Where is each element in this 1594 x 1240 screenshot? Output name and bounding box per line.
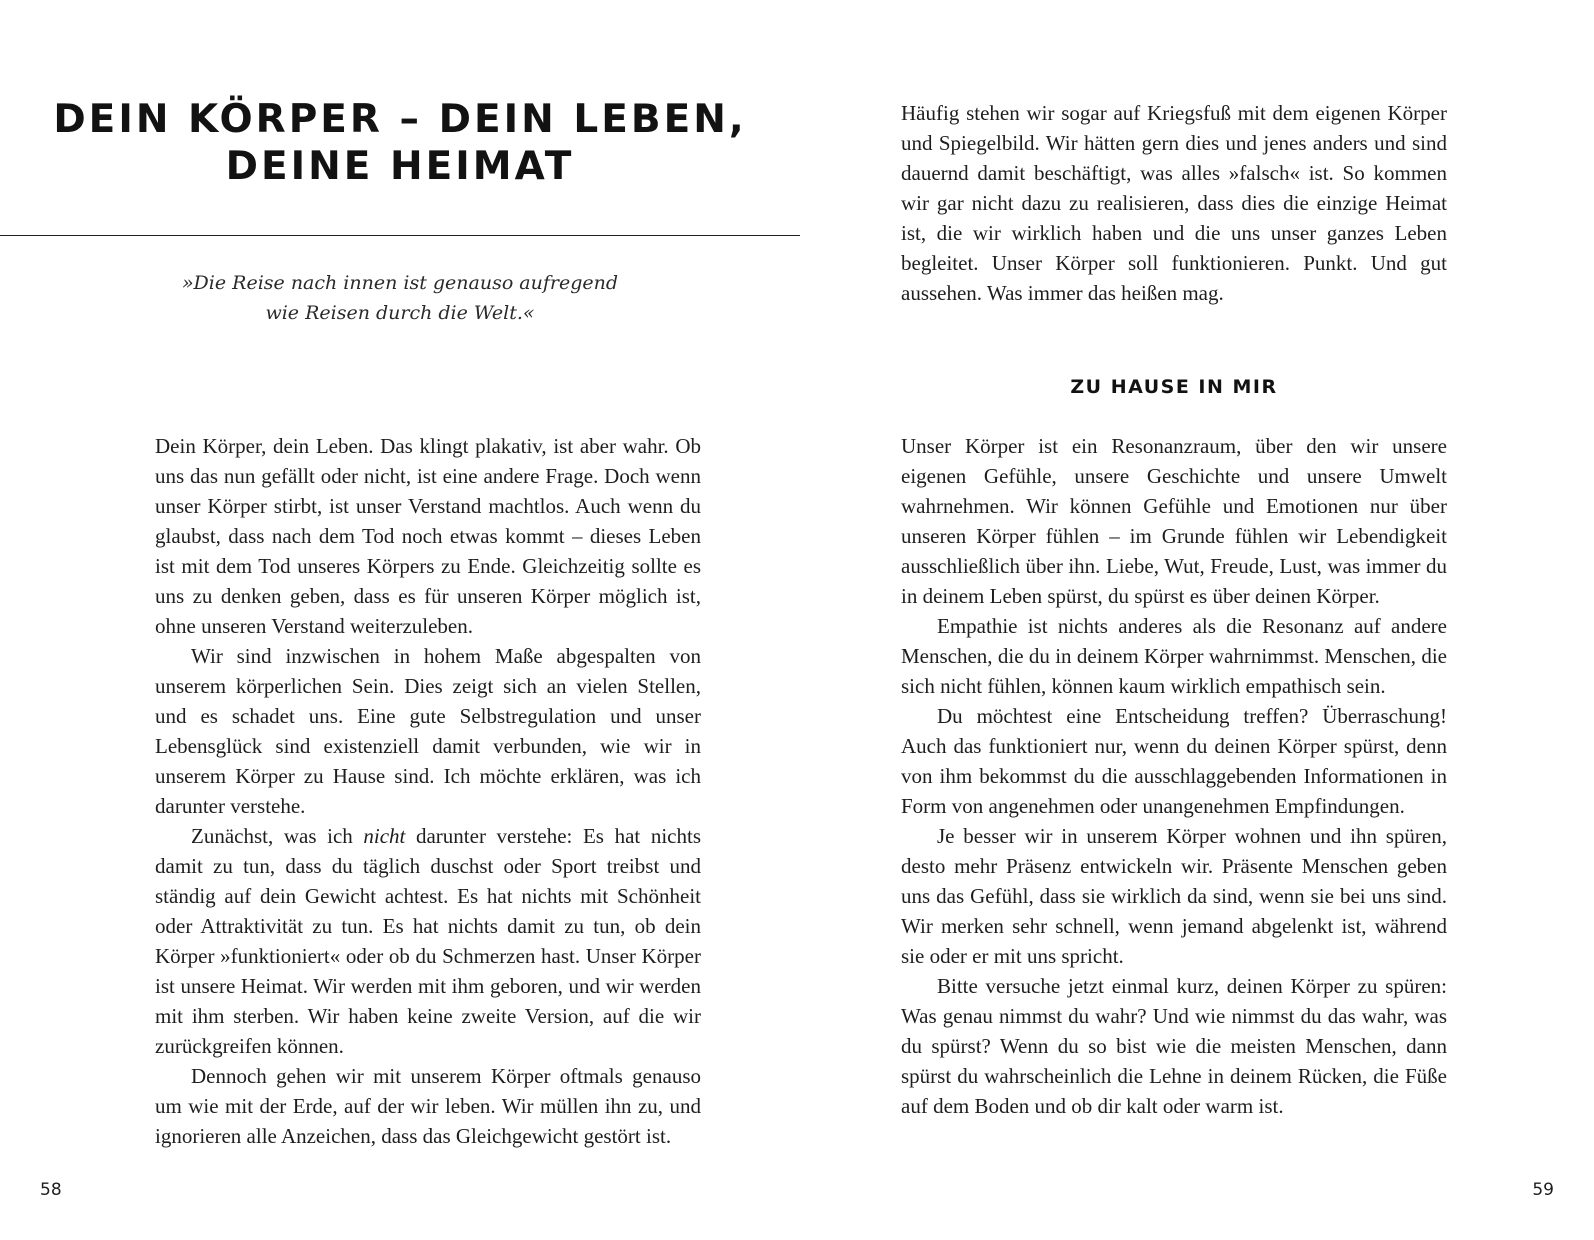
page-number-right: 59 xyxy=(1532,1180,1554,1200)
section-heading: ZU HAUSE IN MIR xyxy=(1070,376,1278,398)
para-text: Zunächst, was ich xyxy=(191,824,364,848)
right-top-text xyxy=(901,98,1447,308)
title-divider xyxy=(0,235,800,236)
body-paragraph: Du möchtest eine Entscheidung treffen? Überraschung! Auch das funktioniert nur, wenn du deinen Körper spürst, denn von ihm bekommst du die ausschlaggebenden Informationen in Form von angenehmen oder unangenehmen Empfindungen. xyxy=(901,704,1447,818)
epigraph-line-2: wie Reisen durch die Welt.« xyxy=(265,302,535,324)
body-paragraph: Dennoch gehen wir mit unserem Körper oftmals genauso um wie mit der Erde, auf der wir leben. Wir müllen ihn zu, und ignorieren alle Anzeichen, dass das Gleichgewicht gestört ist. xyxy=(155,1064,701,1148)
emphasis-text: nicht xyxy=(363,824,406,848)
page-number-left: 58 xyxy=(40,1180,62,1200)
para-text: darunter verstehe: Es hat nichts damit zu tun, dass du täglich duschst oder Sport treibst und ständig auf dein Gewicht achtest. Es hat nichts mit Schönheit oder Attraktivität zu tun. Es hat nichts damit zu tun, ob dein Körper »funktioniert« oder ob du Schmerzen hast. Unser Körper ist unsere Heimat. Wir werden mit ihm geboren, und wir werden mit ihm sterben. Wir haben keine zweite Version, auf die wir zurückgreifen können. xyxy=(155,824,701,1058)
body-paragraph: Unser Körper ist ein Resonanzraum, über den wir unsere eigenen Gefühle, unsere Geschichte und unsere Umwelt wahrnehmen. Wir können Gefühle und Emotionen nur über unseren Körper fühlen – im Grunde fühlen wir Lebendigkeit ausschließlich über ihn. Liebe, Wut, Freude, Lust, was immer du in deinem Leben spürst, du spürst es über deinen Körper. xyxy=(901,434,1447,608)
epigraph-line-1: »Die Reise nach innen ist genauso aufregend xyxy=(181,272,619,294)
chapter-title-line-1: DEIN KÖRPER – DEIN LEBEN, xyxy=(53,97,747,142)
body-paragraph: Häufig stehen wir sogar auf Kriegsfuß mit dem eigenen Körper und Spiegelbild. Wir hätten gern dies und jenes anders und sind dauernd damit beschäftigt, was alles »falsch« ist. So kommen wir gar nicht dazu zu realisieren, dass dies die einzige Heimat ist, die wir wirklich haben und die uns unser ganzes Leben begleitet. Unser Körper soll funktionieren. Punkt. Und gut aussehen. Was immer das heißen mag. xyxy=(901,101,1447,305)
chapter-title xyxy=(20,96,780,190)
chapter-title-line-2: DEINE HEIMAT xyxy=(225,144,575,189)
epigraph xyxy=(100,268,700,328)
left-body-text xyxy=(155,431,701,1151)
body-paragraph: Je besser wir in unserem Körper wohnen und ihn spüren, desto mehr Präsenz entwickeln wir. Präsente Menschen geben uns das Gefühl, dass sie wirklich da sind, wenn sie bei uns sind. Wir merken sehr schnell, wenn jemand abgelenkt ist, während sie oder er mit uns spricht. xyxy=(901,824,1447,968)
body-paragraph: Empathie ist nichts anderes als die Resonanz auf andere Menschen, die du in deinem Körper wahrnimmst. Menschen, die sich nicht fühlen, können kaum wirklich empathisch sein. xyxy=(901,614,1447,698)
body-paragraph: Bitte versuche jetzt einmal kurz, deinen Körper zu spüren: Was genau nimmst du wahr? Und wie nimmst du das wahr, was du spürst? Wenn du so bist wie die meisten Menschen, dann spürst du wahrscheinlich die Lehne in deinem Rücken, die Füße auf dem Boden und ob dir kalt oder warm ist. xyxy=(901,974,1447,1118)
body-paragraph xyxy=(155,821,701,1061)
right-body-text xyxy=(901,431,1447,1121)
body-paragraph: Wir sind inzwischen in hohem Maße abgespalten von unserem körperlichen Sein. Dies zeigt sich an vielen Stellen, und es schadet uns. Eine gute Selbstregulation und unser Lebensglück sind existenziell damit verbunden, wie wir in unserem Körper zu Hause sind. Ich möchte erklären, was ich darunter verstehe. xyxy=(155,644,701,818)
body-paragraph: Dein Körper, dein Leben. Das klingt plakativ, ist aber wahr. Ob uns das nun gefällt oder nicht, ist eine andere Frage. Doch wenn unser Körper stirbt, ist unser Verstand machtlos. Auch wenn du glaubst, dass nach dem Tod noch etwas kommt – dieses Leben ist mit dem Tod unseres Körpers zu Ende. Gleichzeitig sollte es uns zu denken geben, dass es für unseren Körper möglich ist, ohne unseren Verstand weiterzuleben. xyxy=(155,434,701,638)
